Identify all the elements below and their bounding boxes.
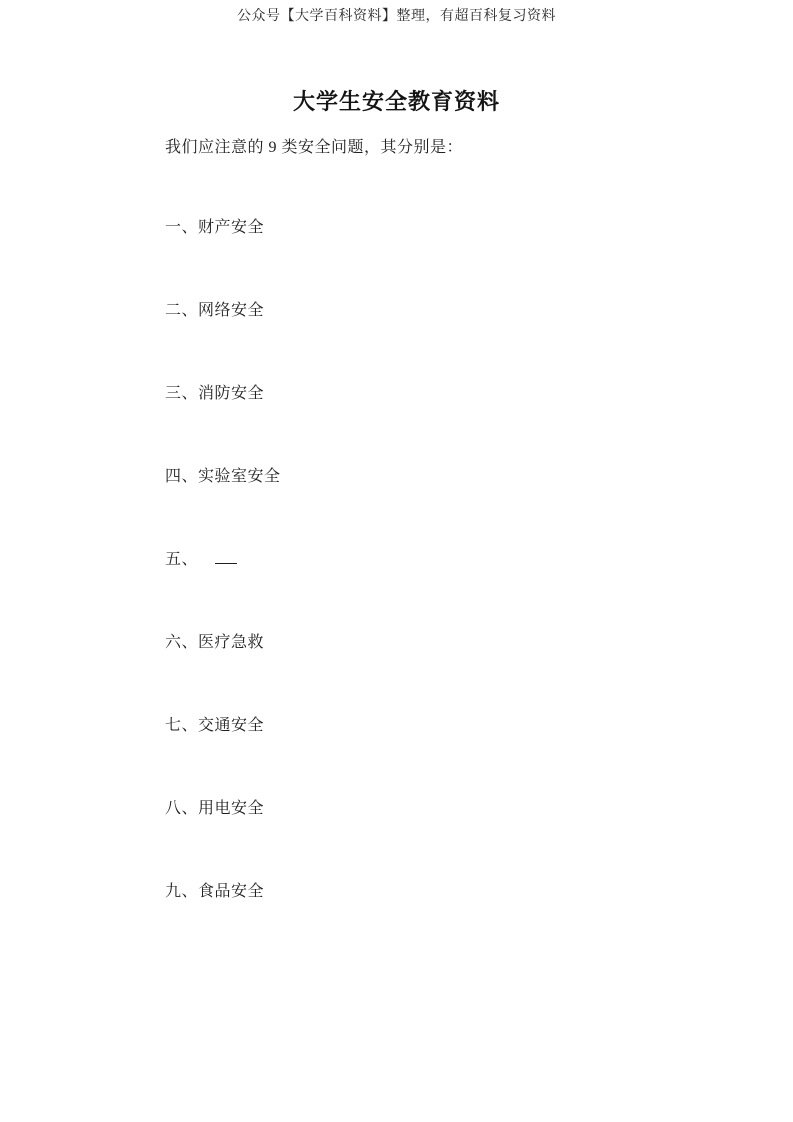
list-item-7 <box>165 715 673 798</box>
list-item-7-label: 七、交通安全 <box>165 717 265 734</box>
safety-topics-list <box>165 217 673 964</box>
list-item-6-label: 六、医疗急救 <box>165 634 265 651</box>
fill-in-blank-underline <box>215 550 237 564</box>
list-item-1 <box>165 217 673 300</box>
intro-text: 我们应注意的 9 类安全问题，其分别是： <box>165 139 464 156</box>
list-item-8 <box>165 798 673 881</box>
list-item-6 <box>165 632 673 715</box>
list-item-2-label: 二、网络安全 <box>165 302 265 319</box>
page-header-note: 公众号【大学百科资料】整理，有超百科复习资料 <box>237 9 556 24</box>
list-item-1-label: 一、财产安全 <box>165 219 265 236</box>
list-item-4-label: 四、实验室安全 <box>165 468 281 485</box>
list-item-4 <box>165 466 673 549</box>
list-item-5 <box>165 549 673 632</box>
list-item-9 <box>165 881 673 964</box>
list-item-9-label: 九、食品安全 <box>165 883 265 900</box>
list-item-8-label: 八、用电安全 <box>165 800 265 817</box>
list-item-3 <box>165 383 673 466</box>
document-title: 大学生安全教育资料 <box>292 89 500 114</box>
list-item-3-label: 三、消防安全 <box>165 385 265 402</box>
list-item-2 <box>165 300 673 383</box>
list-item-5-label: 五、 <box>165 551 199 568</box>
